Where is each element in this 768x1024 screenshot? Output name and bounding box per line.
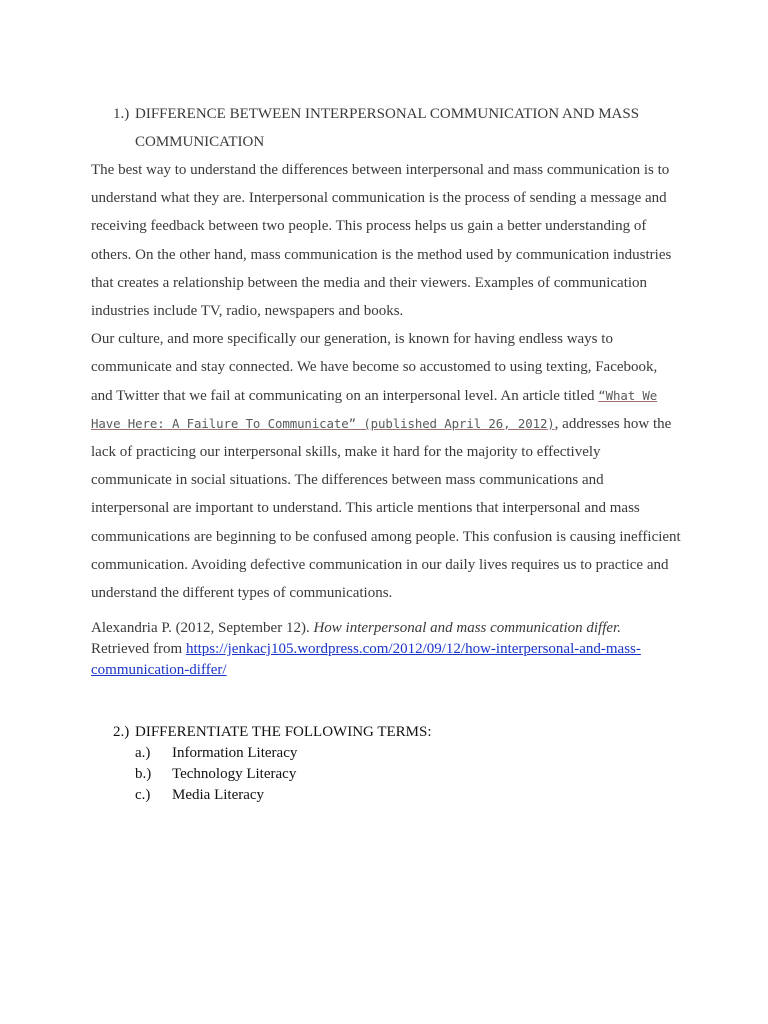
list-item bbox=[135, 785, 673, 806]
list-item bbox=[135, 764, 673, 785]
paragraph-2 bbox=[91, 325, 681, 607]
section-2-heading-text: DIFFERENTIATE THE FOLLOWING TERMS: bbox=[135, 724, 432, 740]
list-item-label: Media Literacy bbox=[172, 787, 265, 803]
citation-url-link[interactable]: https://jenkacj105.wordpress.com/2012/09/12/how-interpersonal-and-mass-communication-differ/ bbox=[91, 641, 641, 678]
list-item-label: Information Literacy bbox=[172, 745, 298, 761]
citation-title: How interpersonal and mass communication differ. bbox=[313, 620, 621, 636]
section-1-heading-line2: COMMUNICATION bbox=[135, 134, 265, 150]
list-item bbox=[135, 743, 673, 764]
section-2-number: 2.) bbox=[113, 724, 130, 740]
paragraph-2-text-before: Our culture, and more specifically our generation, is known for having endless ways to communicate and stay connected. We have become so accustomed to using texting, Facebook, and Twitter that we fail at communicating on an interpersonal level. An article titled bbox=[91, 331, 658, 404]
list-item-letter: a.) bbox=[135, 745, 151, 761]
section-1-body bbox=[91, 156, 681, 607]
paragraph-1: The best way to understand the differences between interpersonal and mass communication is to understand what they are. Interpersonal communication is the process of sending a message and receiving feedback between two people. This process helps us gain a better understanding of others. On the other hand, mass communication is the method used by communication industries that creates a relationship between the media and their viewers. Examples of communication industries include TV, radio, newspapers and books. bbox=[91, 162, 672, 320]
section-2-heading bbox=[113, 722, 673, 743]
article-title-link[interactable]: “What We Have Here: A Failure To Communicate” (published April 26, 2012) bbox=[91, 387, 658, 431]
citation-author-date: Alexandria P. (2012, September 12). bbox=[91, 620, 314, 636]
citation-retrieved-label: Retrieved from bbox=[91, 641, 186, 657]
list-item-label: Technology Literacy bbox=[172, 766, 297, 782]
section-2 bbox=[113, 722, 673, 806]
section-1-number: 1.) bbox=[113, 106, 130, 122]
terms-list bbox=[113, 743, 673, 806]
list-item-letter: b.) bbox=[135, 766, 152, 782]
section-1-heading-line1: DIFFERENCE BETWEEN INTERPERSONAL COMMUNICATION AND MASS bbox=[135, 106, 640, 122]
citation bbox=[91, 618, 691, 681]
section-1-heading bbox=[113, 100, 673, 156]
list-item-letter: c.) bbox=[135, 787, 151, 803]
paragraph-2-text-after: , addresses how the lack of practicing our interpersonal skills, make it hard for the majority to effectively communicate in social situations. The differences between mass communications and interpersonal are important to understand. This article mentions that interpersonal and mass communications are beginning to be confused among people. This confusion is causing inefficient communication. Avoiding defective communication in our daily lives requires us to practice and understand the different types of communications. bbox=[91, 415, 681, 602]
